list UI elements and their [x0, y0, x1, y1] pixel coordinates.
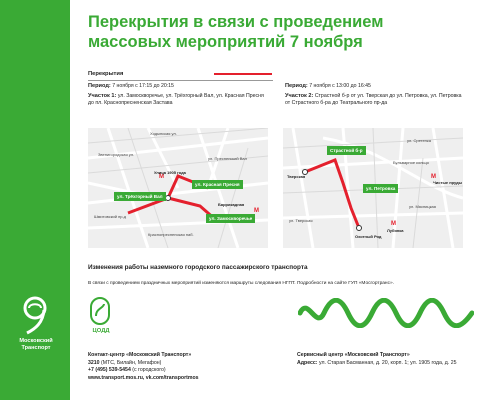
transport-text: В связи с проведением праздничных мероприятий изменяются маршруты следования НГПТ. Подробности на сайте ГУП «Мосгортранс». [88, 281, 394, 286]
svg-text:М: М [431, 174, 436, 180]
section-label: Участок 2: [285, 93, 314, 99]
map-label: Чистые пруды [433, 180, 463, 185]
closure-right [285, 83, 465, 110]
service-title: Сервисный центр «Московский Транспорт» [297, 352, 410, 358]
short-phone-note: (МТС, Билайн, Мегафон) [99, 359, 162, 366]
contact-title: Контакт-центр «Московский Транспорт» [88, 352, 192, 358]
short-phone: 3210 [88, 359, 100, 366]
waves-decoration-icon [298, 298, 474, 328]
address-label: Адресс: [297, 359, 318, 366]
map-street-tag: ул. Замоскворечье [206, 214, 255, 223]
map-street-tag: ул. Петровка [363, 184, 398, 193]
map-street-tag: ул. Трёхгорный Вал [114, 192, 166, 201]
closure-map-1 [88, 128, 268, 248]
closure-map-2 [283, 128, 463, 248]
section-label: Участок 1: [88, 93, 117, 99]
contact-center [88, 352, 278, 382]
closures-divider [88, 80, 273, 81]
map-label: ул. Мясницкая [409, 204, 436, 209]
section-value: ул. Замоскворечье, ул. Трёхгорный Вал, ул. Красная Пресня до пл. Краснопресненская Застава [88, 93, 264, 106]
website-links[interactable]: www.transport.mos.ru, vk.com/transportmos [88, 374, 199, 381]
period-value: 7 ноября с 13:00 до 16:45 [309, 83, 371, 89]
codd-label: ЦОДД [92, 328, 110, 334]
map-label: Баррикадная [218, 202, 245, 207]
address-value: ул. Старая Басманная, д. 20, корп. 1; ул. 1905 года, д. 25 [317, 359, 457, 366]
period-value: 7 ноября с 17:15 до 20:15 [112, 83, 174, 89]
svg-text:М: М [391, 221, 396, 227]
period-label: Период: [88, 83, 111, 89]
transport-heading: Изменения работы наземного городского пассажирского транспорта [88, 264, 308, 271]
map-label: Улица 1905 года [154, 170, 186, 175]
map-label: ул. Тверская [289, 218, 313, 223]
map-label: Звенигородская ул. [98, 152, 135, 157]
brand-name: Московский Транспорт [19, 338, 53, 351]
closure-left-section [88, 93, 268, 107]
svg-text:М: М [254, 208, 259, 214]
svg-text:М: М [159, 174, 164, 180]
map-label: Тверская [287, 174, 306, 179]
map-label: ул. Сретенка [407, 138, 431, 143]
page-title: Перекрытия в связи с проведением массовых мероприятий 7 ноября [88, 13, 384, 51]
map-street-tag: ул. Красная Пресня [192, 180, 243, 189]
closure-left [88, 83, 268, 110]
map-label: Охотный Ряд [355, 234, 382, 239]
closure-right-period [285, 83, 465, 90]
map-label: ул. Пресненский Вал [208, 156, 247, 161]
map-label: Краснопресненская наб. [148, 232, 194, 237]
map-label: Бульварное кольцо [393, 160, 429, 165]
city-phone: +7 (495) 539-5454 [88, 367, 131, 373]
closure-right-section [285, 93, 465, 107]
period-label: Период: [285, 83, 308, 89]
service-center [297, 352, 477, 367]
map-label: Шмитовский пр-д [94, 214, 127, 219]
codd-logo-icon [88, 296, 112, 328]
closures-red-marker [214, 73, 272, 75]
map-label: Лубянка [387, 228, 404, 233]
city-phone-note: (с городского) [130, 367, 166, 373]
section-value: Страстной б-р от ул. Тверская до ул. Петровка, ул. Петровка от Страстного б-ра до Театрального пр-да [285, 93, 462, 106]
closure-left-period [88, 83, 268, 90]
brand-sidebar [0, 0, 70, 400]
map-label: Ходынская ул. [150, 131, 177, 136]
closures-heading: Перекрытия [88, 71, 124, 77]
nine-logo-icon [19, 295, 51, 335]
map-street-tag: Страстной б-р [327, 146, 366, 155]
